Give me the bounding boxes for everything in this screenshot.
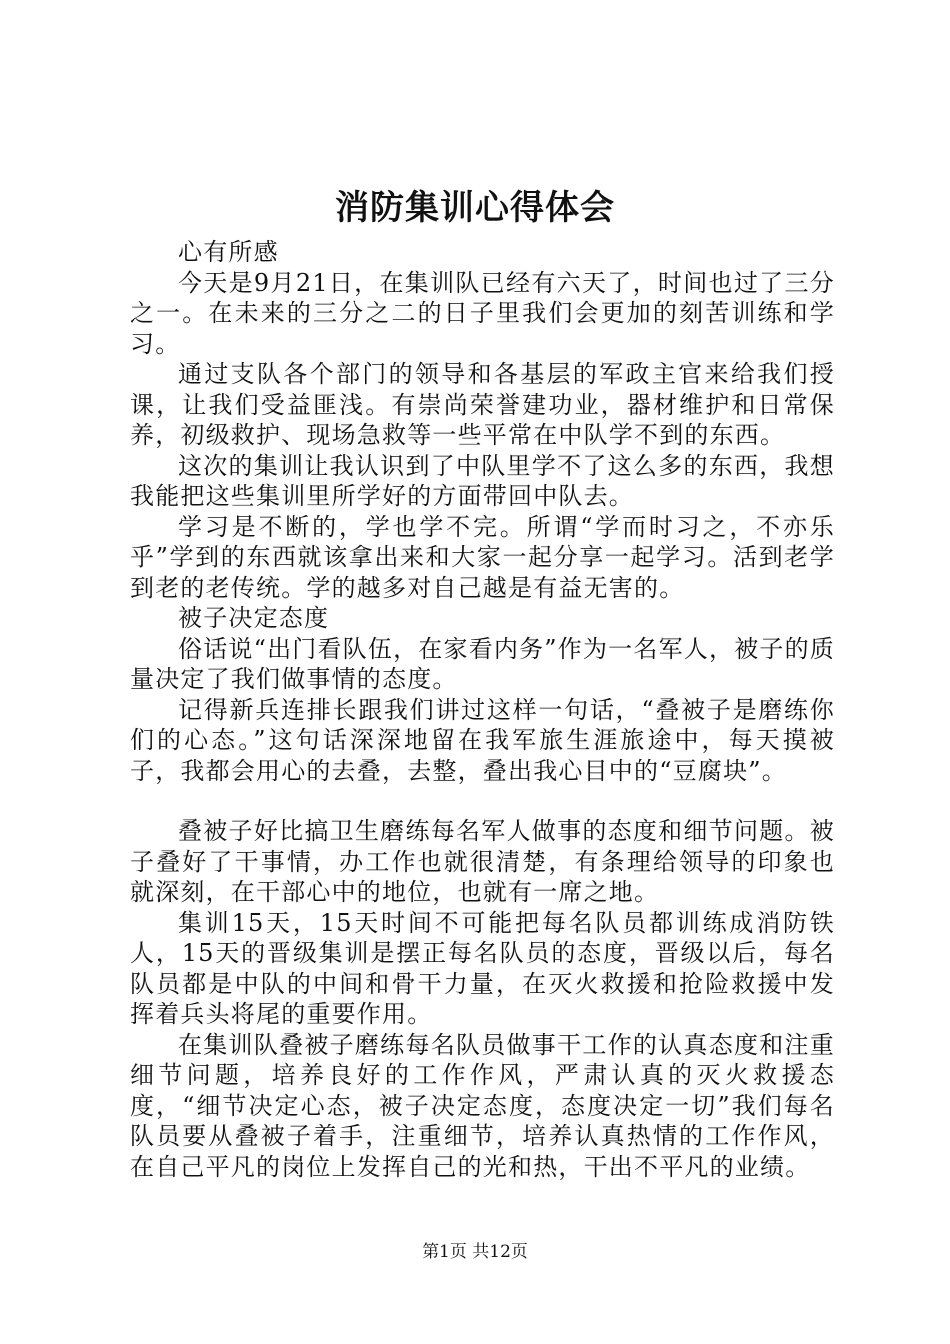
section-heading: 被子决定态度 [178,604,330,632]
paragraph: 俗话说“出门看队伍，在家看内务”作为一名军人，被子的质量决定了我们做事情的态度。 [130,634,835,693]
paragraph: 今天是9月21日，在集训队已经有六天了，时间也过了三分之一。在未来的三分之二的日子里我们会更加的刻苦训练和学习。 [130,268,835,358]
paragraph: 学习是不断的，学也学不完。所谓“学而时习之，不亦乐乎”学到的东西就该拿出来和大家一起分享一起学习。活到老学到老的老传统。学的越多对自己越是有益无害的。 [130,512,835,602]
paragraph: 这次的集训让我认识到了中队里学不了这么多的东西，我想我能把这些集训里所学好的方面带回中队去。 [130,451,835,510]
page-footer: 第1页 共12页 [422,1242,528,1262]
document-title: 消防集训心得体会 [335,188,615,228]
section-heading: 心有所感 [178,238,279,266]
paragraph: 通过支队各个部门的领导和各基层的军政主官来给我们授课，让我们受益匪浅。有崇尚荣誉建功业，器材维护和日常保养，初级救护、现场急救等一些平常在中队学不到的东西。 [130,360,835,449]
paragraph: 在集训队叠被子磨练每名队员做事干工作的认真态度和注重细节问题，培养良好的工作作风，严肃认真的灭火救援态度，“细节决定心态，被子决定态度，态度决定一切”我们每名队员要从叠被子着手，注重细节，培养认真热情的工作作风，在自己平凡的岗位上发挥自己的光和热，干出不平凡的业绩。 [130,1030,835,1181]
paragraph: 记得新兵连排长跟我们讲过这样一句话，“叠被子是磨练你们的心态。”这句话深深地留在我军旅生涯旅途中，每天摸被子，我都会用心的去叠，去整，叠出我心目中的“豆腐块”。 [130,695,835,785]
paragraph: 集训15天，15天时间不可能把每名队员都训练成消防铁人，15天的晋级集训是摆正每名队员的态度，晋级以后，每名队员都是中队的中间和骨干力量，在灭火救援和抢险救援中发挥着兵头将尾的重要作用。 [130,908,835,1028]
paragraph: 叠被子好比搞卫生磨练每名军人做事的态度和细节问题。被子叠好了干事情，办工作也就很清楚，有条理给领导的印象也就深刻，在干部心中的地位，也就有一席之地。 [130,817,835,906]
document-body [130,237,835,1182]
